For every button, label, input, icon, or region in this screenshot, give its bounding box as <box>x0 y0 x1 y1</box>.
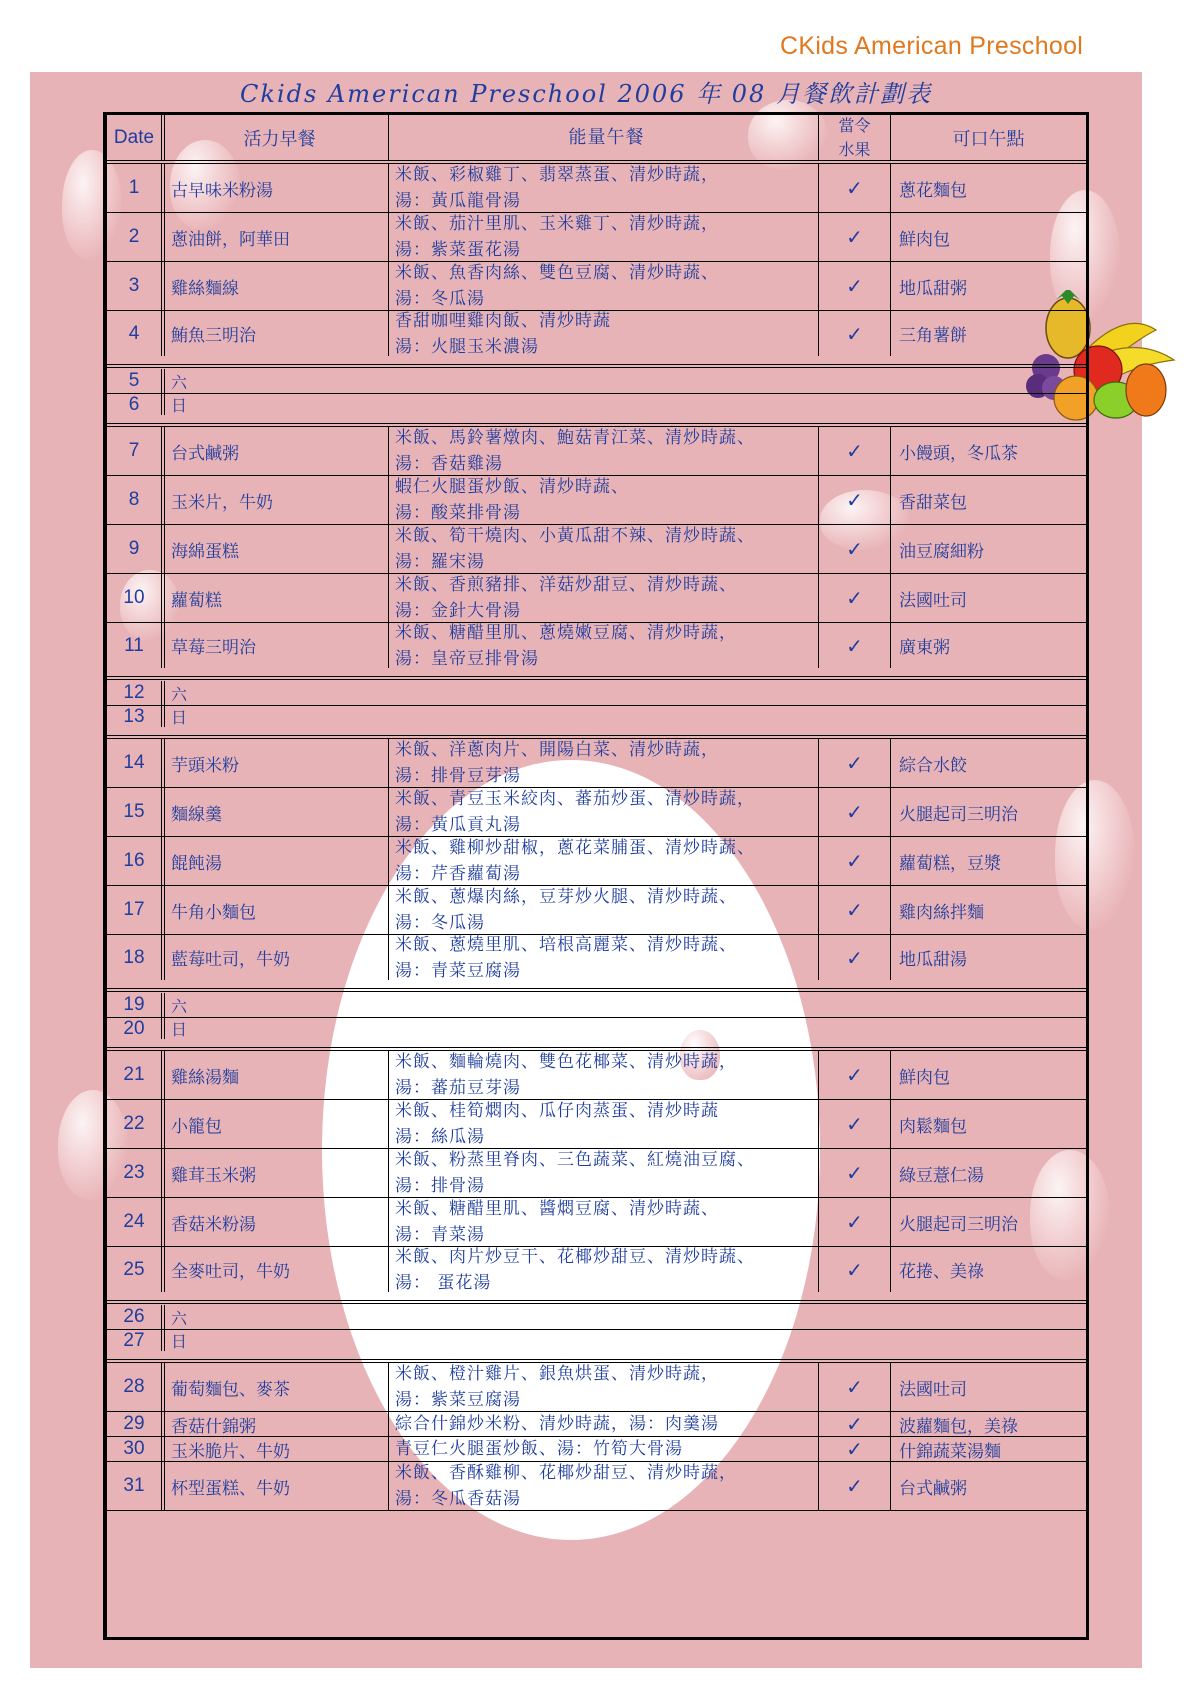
date-cell: 10 <box>107 574 165 622</box>
lunch-line-1: 米飯、粉蒸里脊肉、三色蔬菜、紅燒油豆腐、 <box>395 1150 755 1170</box>
lunch-line-1: 米飯、糖醋里肌、蔥燒嫩豆腐、清炒時蔬， <box>395 623 737 643</box>
snack-cell: 蘿蔔糕，豆漿 <box>899 853 1001 874</box>
date-cell: 6 <box>107 394 165 415</box>
lunch-cell <box>389 1100 819 1148</box>
fruit-check-icon: ✓ <box>819 837 891 885</box>
fruit-check-icon: ✓ <box>819 1198 891 1246</box>
lunch-line-1: 蝦仁火腿蛋炒飯、清炒時蔬、 <box>395 477 629 497</box>
breakfast-cell: 雞茸玉米粥 <box>165 1149 389 1197</box>
snack-cell: 綜合水餃 <box>899 755 967 776</box>
date-cell: 12 <box>107 681 165 705</box>
lunch-cell <box>389 476 819 524</box>
lunch-line-2: 湯：紫菜蛋花湯 <box>395 240 521 260</box>
lunch-cell <box>389 1462 819 1510</box>
lunch-line-2: 湯：芹香蘿蔔湯 <box>395 864 521 884</box>
date-cell: 25 <box>107 1247 165 1292</box>
fruit-check-icon: ✓ <box>819 574 891 622</box>
date-cell: 18 <box>107 935 165 980</box>
table-row <box>107 427 1086 476</box>
lunch-line-2: 湯：金針大骨湯 <box>395 601 521 621</box>
breakfast-cell: 芋頭米粉 <box>165 739 389 787</box>
snack-cell: 火腿起司三明治 <box>899 1214 1018 1235</box>
table-row <box>107 1412 1086 1437</box>
date-cell: 3 <box>107 262 165 310</box>
table-row <box>107 213 1086 262</box>
lunch-line-2: 湯：排骨湯 <box>395 1176 485 1196</box>
lunch-line-1: 米飯、雞柳炒甜椒，蔥花菜脯蛋、清炒時蔬、 <box>395 838 755 858</box>
date-cell: 15 <box>107 788 165 836</box>
lunch-cell <box>389 1051 819 1099</box>
fruit-check-icon: ✓ <box>819 1051 891 1099</box>
weekend-label: 日 <box>171 1020 188 1039</box>
date-cell: 22 <box>107 1100 165 1148</box>
school-header: CKids American Preschool <box>780 32 1084 60</box>
weekend-row <box>107 394 1086 427</box>
lunch-line-2: 湯：冬瓜湯 <box>395 289 485 309</box>
fruit-check-icon: ✓ <box>819 886 891 934</box>
weekend-row <box>107 681 1086 706</box>
lunch-line-2: 湯：冬瓜香菇湯 <box>395 1489 521 1509</box>
fruit-check-icon: ✓ <box>819 262 891 310</box>
snack-cell: 波蘿麵包，美祿 <box>899 1416 1018 1436</box>
fruit-check-icon: ✓ <box>819 935 891 980</box>
page-title: Ckids American Preschool 2006 年 08 月餐飲計劃表 <box>240 80 932 108</box>
lunch-line-2: 湯：皇帝豆排骨湯 <box>395 648 539 668</box>
fruit-check-icon: ✓ <box>819 1363 891 1411</box>
lunch-line-1: 米飯、麵輪燒肉、雙色花椰菜、清炒時蔬， <box>395 1052 737 1072</box>
breakfast-cell: 草莓三明治 <box>165 623 389 668</box>
table-row <box>107 935 1086 992</box>
lunch-line-1: 米飯、青豆玉米絞肉、蕃茄炒蛋、清炒時蔬， <box>395 789 755 809</box>
weekend-label: 六 <box>171 996 188 1016</box>
table-row <box>107 623 1086 680</box>
lunch-cell <box>389 739 819 787</box>
lunch-line-2: 湯：紫菜豆腐湯 <box>395 1390 521 1410</box>
date-cell: 19 <box>107 993 165 1017</box>
lunch-line-2: 湯： 蛋花湯 <box>395 1272 492 1292</box>
lunch-cell <box>389 525 819 573</box>
lunch-cell <box>389 213 819 261</box>
snack-cell: 地瓜甜粥 <box>899 278 967 299</box>
lunch-cell <box>389 935 819 980</box>
breakfast-cell: 杯型蛋糕、牛奶 <box>165 1462 389 1510</box>
date-cell: 20 <box>107 1018 165 1039</box>
breakfast-cell: 餛飩湯 <box>165 837 389 885</box>
breakfast-cell: 藍莓吐司，牛奶 <box>165 935 389 980</box>
table-row <box>107 262 1086 311</box>
table-row <box>107 574 1086 623</box>
lunch-cell <box>389 623 819 668</box>
table-row <box>107 837 1086 886</box>
snack-cell: 綠豆薏仁湯 <box>899 1165 984 1186</box>
lunch-line-1: 米飯、蔥爆肉絲，豆芽炒火腿、清炒時蔬、 <box>395 887 737 907</box>
snack-cell: 鮮肉包 <box>899 229 950 250</box>
weekend-row <box>107 1305 1086 1330</box>
date-cell: 24 <box>107 1198 165 1246</box>
lunch-cell <box>389 311 819 356</box>
lunch-cell <box>389 1412 819 1436</box>
weekend-row <box>107 1018 1086 1051</box>
lunch-cell <box>389 1198 819 1246</box>
snack-cell: 什錦蔬菜湯麵 <box>899 1441 1001 1461</box>
header-breakfast: 活力早餐 <box>165 115 389 160</box>
weekend-label: 六 <box>171 684 188 704</box>
lunch-line-2: 湯：排骨豆芽湯 <box>395 766 521 786</box>
header-fruit <box>819 115 891 160</box>
date-cell: 31 <box>107 1462 165 1510</box>
date-cell: 9 <box>107 525 165 573</box>
weekend-label: 日 <box>171 1332 188 1351</box>
weekend-label: 日 <box>171 708 188 727</box>
date-cell: 2 <box>107 213 165 261</box>
fruit-check-icon: ✓ <box>819 1100 891 1148</box>
snack-cell: 法國吐司 <box>899 1379 967 1400</box>
fruit-check-icon: ✓ <box>819 1149 891 1197</box>
snack-cell: 油豆腐細粉 <box>899 541 984 562</box>
breakfast-cell: 蘿蔔糕 <box>165 574 389 622</box>
date-cell: 7 <box>107 427 165 475</box>
lunch-line-2: 湯：蕃茄豆芽湯 <box>395 1078 521 1098</box>
date-cell: 1 <box>107 164 165 212</box>
date-cell: 4 <box>107 311 165 356</box>
weekend-row <box>107 993 1086 1018</box>
lunch-line-1: 香甜咖哩雞肉飯、清炒時蔬 <box>395 311 611 331</box>
header-fruit-line1: 當令 <box>838 115 871 135</box>
date-cell: 23 <box>107 1149 165 1197</box>
lunch-cell <box>389 1363 819 1411</box>
fruit-check-icon: ✓ <box>819 213 891 261</box>
snack-cell: 法國吐司 <box>899 590 967 611</box>
lunch-line-2: 湯：青菜豆腐湯 <box>395 960 521 980</box>
breakfast-cell: 麵線羹 <box>165 788 389 836</box>
table-row <box>107 1051 1086 1100</box>
fruit-check-icon: ✓ <box>819 1247 891 1292</box>
snack-cell: 地瓜甜湯 <box>899 950 967 970</box>
lunch-line-1: 米飯、彩椒雞丁、翡翠蒸蛋、清炒時蔬， <box>395 165 719 185</box>
lunch-line-2: 湯：青菜湯 <box>395 1225 485 1245</box>
table-row <box>107 525 1086 574</box>
table-row <box>107 1462 1086 1511</box>
table-row <box>107 739 1086 788</box>
lunch-line-1: 米飯、魚香肉絲、雙色豆腐、清炒時蔬、 <box>395 263 719 283</box>
table-row <box>107 311 1086 368</box>
fruit-check-icon: ✓ <box>819 1462 891 1510</box>
lunch-line-1: 米飯、橙汁雞片、銀魚烘蛋、清炒時蔬， <box>395 1364 719 1384</box>
weekend-row <box>107 1330 1086 1363</box>
header-lunch: 能量午餐 <box>389 115 819 160</box>
lunch-line-2: 湯：黃瓜龍骨湯 <box>395 191 521 211</box>
table-header-row <box>107 115 1086 164</box>
lunch-line-2: 湯：酸菜排骨湯 <box>395 503 521 523</box>
snack-cell: 三角薯餅 <box>899 326 967 346</box>
snack-cell: 肉鬆麵包 <box>899 1116 967 1137</box>
date-cell: 17 <box>107 886 165 934</box>
meal-plan-table <box>103 112 1089 1640</box>
table-row <box>107 886 1086 935</box>
date-cell: 8 <box>107 476 165 524</box>
date-cell: 11 <box>107 623 165 668</box>
fruit-check-icon: ✓ <box>819 525 891 573</box>
fruit-check-icon: ✓ <box>819 427 891 475</box>
snack-cell: 雞肉絲拌麵 <box>899 902 984 923</box>
weekend-label: 六 <box>171 372 188 392</box>
snack-cell: 花捲、美祿 <box>899 1262 984 1282</box>
date-cell: 21 <box>107 1051 165 1099</box>
date-cell: 29 <box>107 1412 165 1436</box>
snack-cell: 小饅頭，冬瓜茶 <box>899 443 1018 464</box>
breakfast-cell: 雞絲湯麵 <box>165 1051 389 1099</box>
weekend-label: 六 <box>171 1308 188 1328</box>
breakfast-cell: 玉米片，牛奶 <box>165 476 389 524</box>
breakfast-cell: 蔥油餅，阿華田 <box>165 213 389 261</box>
fruit-check-icon: ✓ <box>819 476 891 524</box>
table-row <box>107 1363 1086 1412</box>
fruit-check-icon: ✓ <box>819 1412 891 1436</box>
breakfast-cell: 牛角小麵包 <box>165 886 389 934</box>
snack-cell: 火腿起司三明治 <box>899 804 1018 825</box>
breakfast-cell: 古早味米粉湯 <box>165 164 389 212</box>
lunch-cell <box>389 1247 819 1292</box>
breakfast-cell: 鮪魚三明治 <box>165 311 389 356</box>
lunch-cell <box>389 837 819 885</box>
header-snack: 可口午點 <box>952 128 1025 150</box>
table-row <box>107 788 1086 837</box>
fruit-check-icon: ✓ <box>819 1437 891 1461</box>
fruit-check-icon: ✓ <box>819 739 891 787</box>
lunch-cell <box>389 262 819 310</box>
table-row <box>107 1198 1086 1247</box>
breakfast-cell: 海綿蛋糕 <box>165 525 389 573</box>
table-row <box>107 1247 1086 1304</box>
lunch-cell <box>389 427 819 475</box>
snack-cell: 蔥花麵包 <box>899 180 967 201</box>
date-cell: 28 <box>107 1363 165 1411</box>
breakfast-cell: 台式鹹粥 <box>165 427 389 475</box>
date-cell: 14 <box>107 739 165 787</box>
table-row <box>107 1149 1086 1198</box>
table-row <box>107 1437 1086 1462</box>
lunch-line-2: 湯：冬瓜湯 <box>395 913 485 933</box>
lunch-cell <box>389 164 819 212</box>
table-row <box>107 1100 1086 1149</box>
snack-cell: 台式鹹粥 <box>899 1478 967 1499</box>
lunch-line-1: 米飯、肉片炒豆干、花椰炒甜豆、清炒時蔬、 <box>395 1247 755 1267</box>
breakfast-cell: 香菇什錦粥 <box>165 1412 389 1436</box>
header-date: Date <box>107 115 165 160</box>
lunch-line-2: 湯：黃瓜貢丸湯 <box>395 815 521 835</box>
fruit-check-icon: ✓ <box>819 164 891 212</box>
breakfast-cell: 葡萄麵包、麥茶 <box>165 1363 389 1411</box>
lunch-cell <box>389 788 819 836</box>
date-cell: 30 <box>107 1437 165 1461</box>
lunch-line-1: 米飯、馬鈴薯燉肉、鮑菇青江菜、清炒時蔬、 <box>395 428 755 448</box>
lunch-cell <box>389 1149 819 1197</box>
fruit-check-icon: ✓ <box>819 311 891 356</box>
lunch-line-1: 米飯、香煎豬排、洋菇炒甜豆、清炒時蔬、 <box>395 575 737 595</box>
fruit-check-icon: ✓ <box>819 788 891 836</box>
lunch-cell <box>389 1437 819 1461</box>
lunch-line-1: 米飯、桂筍燜肉、瓜仔肉蒸蛋、清炒時蔬 <box>395 1101 719 1121</box>
lunch-line-1: 青豆仁火腿蛋炒飯、湯：竹筍大骨湯 <box>395 1439 683 1459</box>
date-cell: 26 <box>107 1305 165 1329</box>
date-cell: 13 <box>107 706 165 727</box>
lunch-line-2: 湯：火腿玉米濃湯 <box>395 336 539 356</box>
lunch-line-1: 綜合什錦炒米粉、清炒時蔬，湯：肉羹湯 <box>395 1414 719 1434</box>
lunch-line-2: 湯：羅宋湯 <box>395 552 485 572</box>
breakfast-cell: 雞絲麵線 <box>165 262 389 310</box>
date-cell: 27 <box>107 1330 165 1351</box>
table-row <box>107 476 1086 525</box>
lunch-line-1: 米飯、洋蔥肉片、開陽白菜、清炒時蔬， <box>395 740 719 760</box>
snack-cell: 鮮肉包 <box>899 1067 950 1088</box>
lunch-line-1: 米飯、香酥雞柳、花椰炒甜豆、清炒時蔬， <box>395 1463 737 1483</box>
breakfast-cell: 香菇米粉湯 <box>165 1198 389 1246</box>
lunch-line-1: 米飯、糖醋里肌、醬燜豆腐、清炒時蔬、 <box>395 1199 719 1219</box>
snack-cell: 香甜菜包 <box>899 492 967 513</box>
lunch-line-1: 米飯、蔥燒里肌、培根高麗菜、清炒時蔬、 <box>395 935 737 955</box>
weekend-label: 日 <box>171 396 188 415</box>
lunch-cell <box>389 574 819 622</box>
table-row <box>107 164 1086 213</box>
snack-cell: 廣東粥 <box>899 638 950 658</box>
date-cell: 16 <box>107 837 165 885</box>
breakfast-cell: 全麥吐司，牛奶 <box>165 1247 389 1292</box>
header-fruit-line2: 水果 <box>838 139 871 159</box>
lunch-line-1: 米飯、筍干燒肉、小黃瓜甜不辣、清炒時蔬、 <box>395 526 755 546</box>
lunch-line-1: 米飯、茄汁里肌、玉米雞丁、清炒時蔬， <box>395 214 719 234</box>
date-cell: 5 <box>107 369 165 393</box>
fruit-check-icon: ✓ <box>819 623 891 668</box>
breakfast-cell: 小籠包 <box>165 1100 389 1148</box>
lunch-line-2: 湯：絲瓜湯 <box>395 1127 485 1147</box>
weekend-row <box>107 369 1086 394</box>
lunch-line-2: 湯：香菇雞湯 <box>395 454 503 474</box>
lunch-cell <box>389 886 819 934</box>
breakfast-cell: 玉米脆片、牛奶 <box>165 1437 389 1461</box>
weekend-row <box>107 706 1086 739</box>
